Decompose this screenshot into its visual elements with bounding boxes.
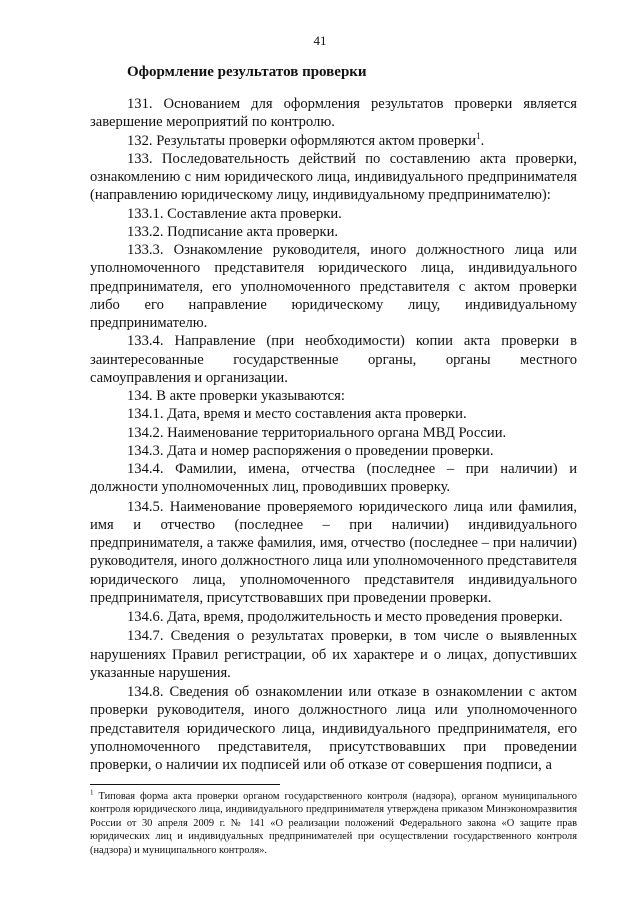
paragraph-133-2: 133.2. Подписание акта проверки. [127, 223, 339, 240]
paragraph-133: 133. Последовательность действий по составлению акта проверки, ознакомлению с ним юридического лица, индивидуального предпринимателя (направлению юридическому лицу, индивидуальному предпринимателю): [90, 150, 577, 204]
paragraph-133-4: 133.4. Направление (при необходимости) копии акта проверки в заинтересованные государственные органы, органы местного самоуправления и организации. [90, 333, 577, 386]
paragraph-134-2: 134.2. Наименование территориального органа МВД России. [127, 424, 507, 441]
footnote-1 [90, 790, 577, 857]
paragraph-134-6: 134.6. Дата, время, продолжительность и место проведения проверки. [127, 609, 563, 625]
paragraph-134-7: 134.7. Сведения о результатах проверки, в том числе о выявленных нарушениях Правил регистрации, об их характере и о лицах, допустивших указанные нарушения. [90, 628, 577, 681]
paragraph-134-5: 134.5. Наименование проверяемого юридического лица или фамилия, имя и отчество (последнее – при наличии) индивидуального предпринимателя, а также фамилия, имя, отчество (последнее – при наличии) руководителя, иного должностного лица или уполномоченного представителя юридического лица, уполномоченного представителя индивидуального предпринимателя, присутствовавших при проведении проверки. [90, 498, 577, 606]
footnote-divider [90, 784, 280, 785]
paragraph-134-1: 134.1. Дата, время и место составления акта проверки. [127, 406, 467, 423]
paragraph-134: 134. В акте проверки указываются: [127, 388, 345, 404]
paragraph-134-3: 134.3. Дата и номер распоряжения о проведении проверки. [127, 442, 494, 459]
footnote-reference: 1 [476, 130, 481, 141]
paragraph-134-4: 134.4. Фамилии, имена, отчества (последнее – при наличии) и должности уполномоченных лиц, проводивших проверку. [90, 461, 577, 496]
page-number: 41 [313, 33, 327, 48]
paragraph-134-8: 134.8. Сведения об ознакомлении или отказе в ознакомлении с актом проверки руководителя, иного должностного лица или уполномоченного представителя юридического лица, индивидуального предпринимателя, его уполномоченного представителя, присутствовавших при проведении проверки, о наличии их подписей или об отказе от совершения подписи, а [90, 684, 577, 773]
section-title: Оформление результатов проверки [127, 64, 367, 80]
paragraph-132: 132. Результаты проверки оформляются актом проверки$^1$. [127, 130, 485, 149]
paragraph-133-3: 133.3. Ознакомление руководителя, иного должностного лица или уполномоченного представителя юридического лица, индивидуального предпринимателя, его уполномоченного представителя с актом проверки либо его направление юридическому лицу, индивидуальному предпринимателю. [90, 242, 577, 331]
body-text [90, 95, 577, 774]
paragraph-133-1: 133.1. Составление акта проверки. [127, 205, 342, 222]
footnote-marker: 1 [90, 788, 94, 797]
paragraph-131: 131. Основанием для оформления результатов проверки является завершение мероприятий по контролю. [90, 96, 577, 131]
footnote-text: Типовая форма акта проверки органом государственного контроля (надзора), органом муниципального контроля юридического лица, индивидуального предпринимателя утверждена приказом Минэкономразвития России от 30 апреля 2009 г. № 141 «О реализации положений Федерального закона «О защите прав юридических лиц и индивидуальных предпринимателей при осуществлении государственного контроля (надзора) и муниципального контроля». [90, 791, 577, 856]
footnotes [90, 790, 577, 857]
paragraph-132-text: 132. Результаты проверки оформляются актом проверки [127, 132, 477, 149]
